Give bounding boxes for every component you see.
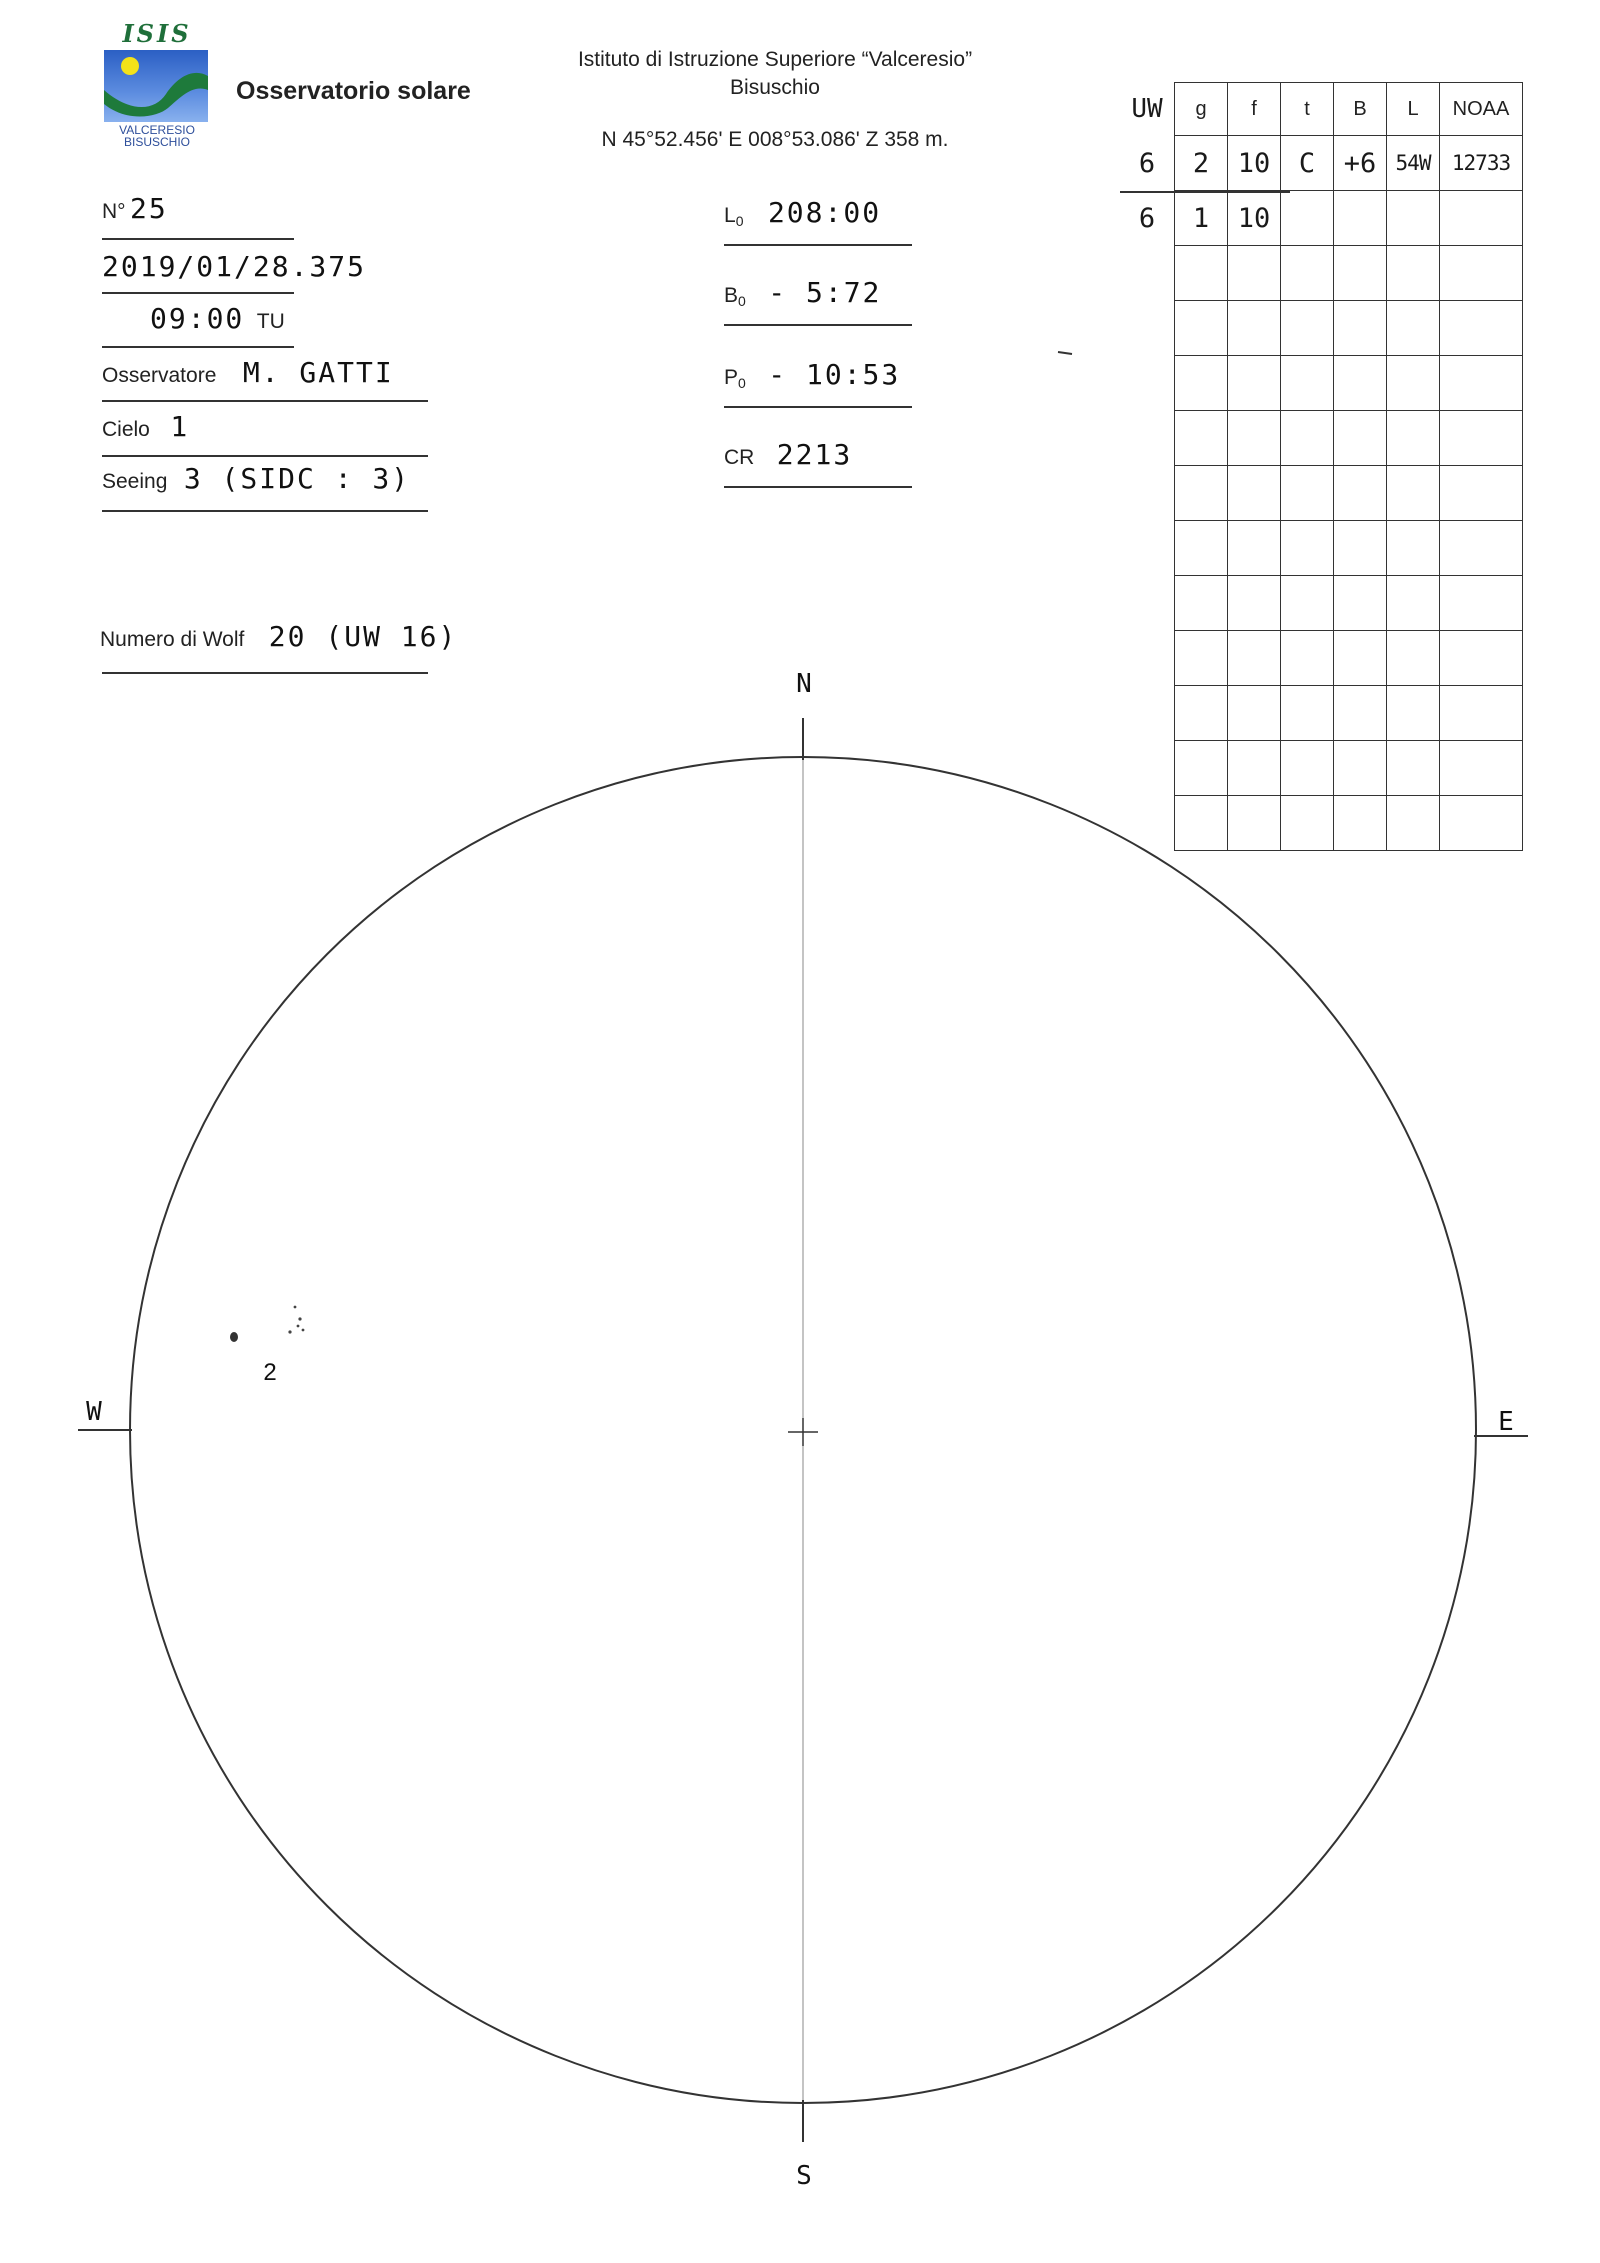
group-number-label: 2 (263, 1359, 277, 1386)
seeing-field: Seeing 3 (SIDC : 3) (102, 462, 411, 495)
L0-field: $L_0$ 208:00 (724, 196, 882, 230)
logo-caption: VALCERESIO BISUSCHIO (119, 123, 195, 149)
table-cell: 1 (1175, 191, 1228, 246)
uw-value: 6 (1138, 202, 1156, 234)
logo-wordmark: ISIS (122, 19, 192, 48)
sunspot-follower (294, 1306, 297, 1309)
wolf-number-field: Numero di Wolf 20 (UW 16) (100, 620, 458, 653)
table-cell: 10 (1228, 136, 1281, 191)
east-label: E (1498, 1407, 1514, 1437)
stray-mark (1058, 352, 1072, 354)
observatory-title: Osservatorio solare (236, 77, 471, 105)
west-label: W (86, 1397, 102, 1427)
table-cell: C (1281, 136, 1334, 191)
north-label: N (796, 669, 812, 699)
P0-field: $P_0$ - 10:53 (724, 358, 901, 392)
table-cell: +6 (1334, 136, 1387, 191)
sunspot-follower (288, 1330, 291, 1333)
record-date: 2019/01/28.375 (102, 250, 367, 283)
column-header-l: L (1387, 83, 1440, 136)
record-time: 09:00 TU (150, 302, 285, 335)
sunspot-follower (298, 1317, 301, 1320)
column-header-g: g (1175, 83, 1228, 136)
sunspot-follower (297, 1325, 300, 1328)
table-cell: 54W (1387, 136, 1440, 191)
table-cell: 12733 (1440, 136, 1523, 191)
observer-field: Osservatore M. GATTI (102, 356, 394, 389)
uw-header: UW (1131, 94, 1163, 124)
column-header-f: f (1228, 83, 1281, 136)
record-number: N° 25 (102, 192, 168, 225)
sunspot-follower (302, 1329, 305, 1332)
B0-field: $B_0$ - 5:72 (724, 276, 882, 310)
sky-field: Cielo 1 (102, 410, 190, 443)
table-cell: 2 (1175, 136, 1228, 191)
sunspot-group-2 (230, 1306, 304, 1342)
sunspot-leader (230, 1332, 238, 1342)
institute-name: Istituto di Istruzione Superiore “Valceresio” Bisuschio (577, 48, 973, 99)
site-coordinates: N 45°52.456' E 008°53.086' Z 358 m. (601, 128, 949, 151)
uw-value: 6 (1138, 147, 1156, 179)
south-label: S (796, 2161, 812, 2191)
carrington-rotation-field: CR 2213 (724, 438, 853, 471)
column-header-noaa: NOAA (1440, 83, 1523, 136)
column-header-b: B (1334, 83, 1387, 136)
column-header-t: t (1281, 83, 1334, 136)
table-cell: 10 (1228, 191, 1281, 246)
